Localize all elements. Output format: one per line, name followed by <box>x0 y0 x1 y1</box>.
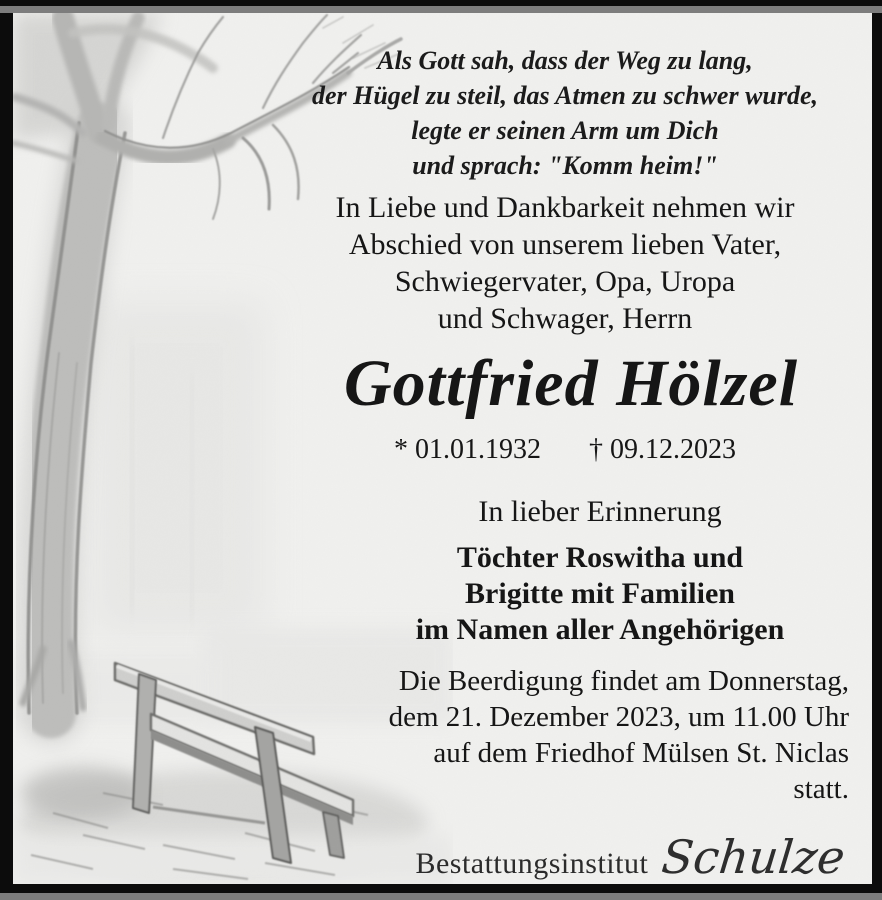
intro-line: In Liebe und Dankbarkeit nehmen wir <box>335 191 795 224</box>
mourners-line: Töchter Roswitha und <box>456 541 744 574</box>
deceased-name: Gottfried Hölzel <box>343 347 799 420</box>
verse-line: Als Gott sah, dass der Weg zu lang, <box>377 46 753 75</box>
intro-line: Schwiegervater, Opa, Uropa <box>394 265 736 298</box>
mourners-line: Brigitte mit Familien <box>465 577 735 610</box>
birth-date: * 01.01.1932 <box>394 434 541 465</box>
mourners-text <box>263 540 867 648</box>
memory-heading: In lieber Erinnerung <box>478 495 722 528</box>
life-dates <box>263 433 867 467</box>
funeral-line: Die Beerdigung findet am Donnerstag, <box>398 665 849 697</box>
obituary-card <box>13 13 872 884</box>
text-column <box>263 13 867 884</box>
funeral-line: dem 21. Dezember 2023, um 11.00 Uhr <box>388 701 849 733</box>
funeral-home-signature <box>415 830 848 884</box>
memorial-verse <box>263 43 867 183</box>
mourners-line: im Namen aller Angehörigen <box>415 613 785 646</box>
death-date: † 09.12.2023 <box>589 434 736 465</box>
funeral-info <box>263 663 867 807</box>
verse-line: und sprach: "Komm heim!" <box>412 151 718 180</box>
intro-text <box>263 189 867 337</box>
funeral-line: statt. <box>793 773 849 805</box>
funeral-line: auf dem Friedhof Mülsen St. Niclas <box>433 737 849 769</box>
funeral-home-name: Schulze <box>659 830 848 884</box>
frame-top-line <box>0 0 882 6</box>
verse-line: legte er seinen Arm um Dich <box>411 116 719 145</box>
verse-line: der Hügel zu steil, das Atmen zu schwer wurde, <box>311 81 819 110</box>
intro-line: Abschied von unserem lieben Vater, <box>348 228 782 261</box>
funeral-home-label: Bestattungsinstitut <box>415 847 649 880</box>
intro-line: und Schwager, Herrn <box>437 302 693 335</box>
